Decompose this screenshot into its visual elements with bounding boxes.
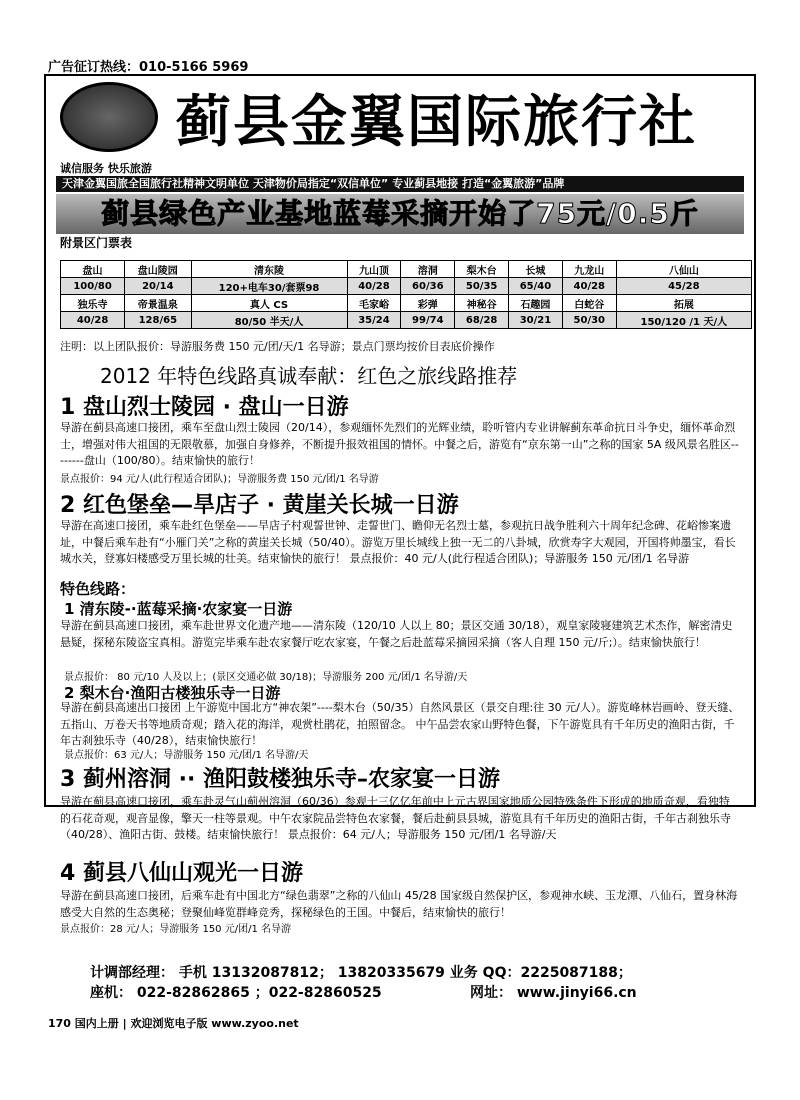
- route-4-price: 景点报价：28 元/人；导游服务 150 元/团/1 名导游: [60, 924, 291, 935]
- special-1-text: 导游在蓟县高速口接团，乘车赴世界文化遗产地——清东陵（120/10 人以上 80；景区交通 30/18），观皇家陵寝建筑艺术杰作，解密清史悬疑，探秘东陵盗宝真相。游览完毕乘车赴农家餐厅吃农家宴，午餐之后赴蓝莓采摘园采摘（客人自理 150 元/斤;）。结束愉快旅行！: [60, 619, 733, 649]
- ticket-cell: 60/36: [401, 278, 455, 295]
- ad-hotline: 广告征订热线：010-5166 5969: [48, 60, 249, 75]
- ticket-cell: 150/120 /1 天/人: [616, 312, 751, 329]
- ticket-cell: 80/50 半天/人: [191, 312, 347, 329]
- page-footer: 170 国内上册 | 欢迎浏览电子版 www.zyoo.net: [48, 1017, 299, 1030]
- ticket-cell: 盘山: [61, 261, 125, 278]
- agency-logo: [60, 82, 158, 152]
- ticket-cell: 30/21: [509, 312, 563, 329]
- ticket-cell: 100/80: [61, 278, 125, 295]
- ticket-cell: 独乐寺: [61, 295, 125, 312]
- ticket-row: [61, 278, 752, 295]
- ticket-cell: 真人 CS: [191, 295, 347, 312]
- ticket-cell: 清东陵: [191, 261, 347, 278]
- blueberry-banner: 蓟县绿色产业基地蓝莓采摘开始了75元/0.5斤: [56, 194, 744, 234]
- ticket-cell: 溶洞: [401, 261, 455, 278]
- special-label: 特色线路：: [60, 580, 136, 598]
- honors-bar: 天津金翼国旅全国旅行社精神文明单位 天津物价局指定“双信单位” 专业蓟县地接 打造“金翼旅游”品牌: [56, 176, 744, 192]
- website[interactable]: 网址： www.jinyi66.cn: [470, 985, 637, 1001]
- ticket-cell: 65/40: [509, 278, 563, 295]
- route-4-text: 导游在蓟县高速口接团，后乘车赴有中国北方“绿色翡翠”之称的八仙山 45/28 国家级自然保护区，参观神水峡、玉龙潭、八仙石，置身林海感受大自然的生态奥秘；登聚仙峰览群峰竞秀，探秘绿色的王国。中餐后，结束愉快的旅行！: [60, 889, 738, 919]
- special-2-price: 景点报价：63 元/人；导游服务 150 元/团/1 名导游/天: [64, 750, 309, 761]
- ticket-cell: 40/28: [347, 278, 401, 295]
- contact-line-1: 计调部经理： 手机 13132087812； 13820335679 业务 QQ：2225087188；: [90, 965, 632, 981]
- contact-line-2: 座机： 022-82862865 ；022-82860525: [90, 985, 382, 1001]
- ticket-cell: 神秘谷: [455, 295, 509, 312]
- route-1-text: 导游在蓟县高速口接团，乘车至盘山烈士陵园（20/14），参观缅怀先烈们的光辉业绩，聆听管内专业讲解蓟东革命抗日斗争史，缅怀革命烈士，增强对伟大祖国的无限敬慕，加强自身修养，不断提升报效祖国的情怀。中餐之后，游览有“京东第一山”之称的国家 5A 级风景名胜区--------盘山（100/80）。结束愉快的旅行！: [60, 421, 739, 467]
- ticket-cell: 128/65: [125, 312, 191, 329]
- ticket-cell: 99/74: [401, 312, 455, 329]
- ticket-cell: 长城: [509, 261, 563, 278]
- ticket-cell: 35/24: [347, 312, 401, 329]
- special-1-title: 1 清东陵-·蓝莓采摘·农家宴一日游: [64, 600, 293, 618]
- price-note: 注明：以上团队报价：导游服务费 150 元/团/天/1 名导游；景点门票均按价目表底价操作: [60, 340, 495, 353]
- agency-name: 蓟县金翼国际旅行社: [175, 90, 697, 155]
- special-2-text: 导游在蓟县高速出口接团 上午游览中国北方“神农架”----梨木台（50/35）自然风景区（景交自理:往 30 元/人）。游览峰林岩画岭、登天缝、五指山、万卷天书等地质奇观；踏入花的海洋，观赏杜鹃花，拍照留念。 中午品尝农家山野特色餐，下午游览具有千年历史的渔阳古街，千年古刹独乐寺（40/28），结束愉快旅行！: [60, 701, 740, 747]
- ticket-cell: 九山顶: [347, 261, 401, 278]
- ticket-cell: 九龙山: [562, 261, 616, 278]
- route-2-title: 2 红色堡垒—旱店子 · 黄崖关长城一日游: [60, 493, 459, 518]
- route-2-text: 导游在高速口接团，乘车赴红色堡垒——旱店子村观誓世钟、走誓世门、瞻仰无名烈士墓，参观抗日战争胜利六十周年纪念碑、花峪惨案遗址，中餐后乘车赴有“小雁门关”之称的黄崖关长城（50/40）。游览万里长城线上独一无二的八卦城，欣赏寿字大观园，开国将帅墨宝，看长城水关，登寡妇楼感受万里长城的壮美。结束愉快的旅行！ 景点报价：40 元/人(此行程适合团队)；导游服务 150 元/团/1 名导游: [60, 519, 736, 565]
- ticket-cell: 毛家峪: [347, 295, 401, 312]
- ticket-cell: 50/30: [562, 312, 616, 329]
- ticket-cell: 45/28: [616, 278, 751, 295]
- ticket-cell: 40/28: [562, 278, 616, 295]
- special-1-price: 景点报价： 80 元/10 人及以上；(景区交通必做 30/18)；导游服务 200 元/团/1 名导游/天: [64, 672, 468, 683]
- special-2-title: 2 梨木台·渔阳古楼独乐寺一日游: [64, 684, 281, 702]
- route-1-price: 景点报价：94 元/人(此行程适合团队)；导游服务费 150 元/团/1 名导游: [60, 474, 379, 485]
- main-title: 2012 年特色线路真诚奉献：红色之旅线路推荐: [100, 364, 518, 388]
- ticket-cell: 120+电车30/套票98: [191, 278, 347, 295]
- ticket-cell: 40/28: [61, 312, 125, 329]
- route-3-title: 3 蓟州溶洞 ·· 渔阳鼓楼独乐寺–农家宴一日游: [60, 767, 501, 792]
- route-1-title: 1 盘山烈士陵园 · 盘山一日游: [60, 395, 349, 420]
- ticket-cell: 白蛇谷: [562, 295, 616, 312]
- ticket-cell: 梨木台: [455, 261, 509, 278]
- ticket-cell: 帝景温泉: [125, 295, 191, 312]
- ticket-table-title: 附景区门票表: [60, 236, 133, 250]
- ticket-cell: 彩弹: [401, 295, 455, 312]
- route-3-text: 导游在蓟县高速口接团，乘车赴灵气山蓟州溶洞（60/36）参观十三亿亿年前中上元古界国家地质公园特殊条件下形成的地质奇观，看独特的石花奇观，观音显像，擎天一柱等景观。中午农家院品尝特色农家餐，餐后赴蓟县县城，游览具有千年历史的渔阳古街，千年古刹独乐寺（40/28）、渔阳古街、鼓楼。结束愉快旅行！ 景点报价：64 元/人；导游服务 150 元/团/1 名导游/天: [60, 795, 731, 841]
- ticket-cell: 20/14: [125, 278, 191, 295]
- ticket-table: [60, 260, 752, 329]
- ticket-row: [61, 295, 752, 312]
- ticket-cell: 八仙山: [616, 261, 751, 278]
- ticket-row: [61, 312, 752, 329]
- slogan: 诚信服务 快乐旅游: [60, 162, 152, 175]
- ticket-cell: 石趣园: [509, 295, 563, 312]
- ticket-cell: 拓展: [616, 295, 751, 312]
- ticket-row: [61, 261, 752, 278]
- route-4-title: 4 蓟县八仙山观光一日游: [60, 861, 303, 886]
- ticket-cell: 68/28: [455, 312, 509, 329]
- ticket-cell: 盘山陵园: [125, 261, 191, 278]
- ticket-cell: 50/35: [455, 278, 509, 295]
